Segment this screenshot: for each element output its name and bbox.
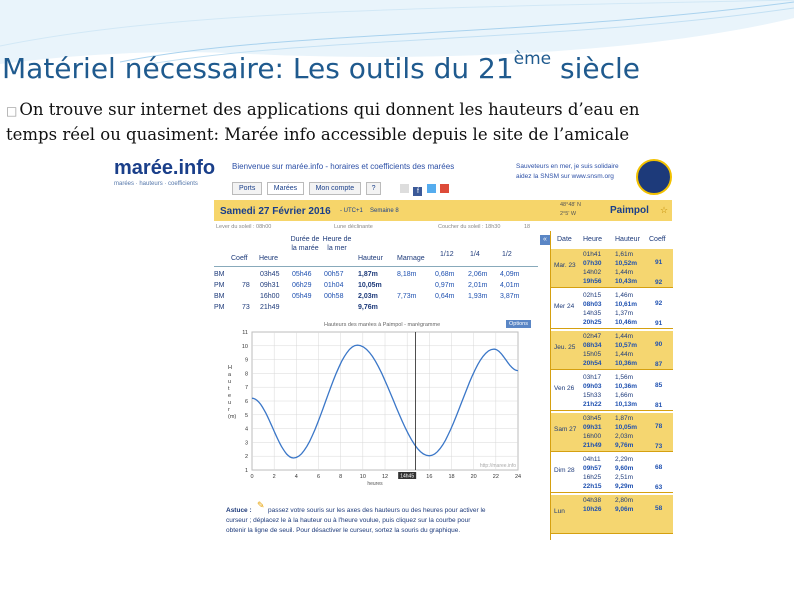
side-day-label: Mar. 23 (554, 262, 576, 269)
side-height: 10,36m (615, 383, 638, 390)
nav-mon-compte[interactable]: Mon compte (309, 182, 362, 195)
x-tick-label: 18 (448, 474, 455, 480)
day-lat: 48°48' N (560, 202, 581, 208)
tide-cell: 4,09m (500, 271, 520, 278)
tide-cell: 00h58 (324, 293, 344, 300)
cursor-time-label: 14h45 (400, 473, 415, 480)
logo-subtitle: marées · hauteurs · coefficients (114, 181, 198, 187)
tide-cell: PM (214, 282, 225, 289)
y-tick-label: 10 (241, 343, 248, 350)
y-tick-label: 8 (244, 371, 248, 378)
tide-cell: 03h45 (260, 271, 280, 278)
facebook-icon[interactable]: f (413, 187, 422, 196)
th-marnage: Marnage (397, 255, 425, 262)
y-tick-label: 5 (244, 412, 248, 419)
side-time: 03h17 (583, 374, 602, 381)
side-time: 02h15 (583, 292, 602, 299)
day-week: Semaine 8 (370, 208, 399, 214)
tide-cell: 0,97m (435, 282, 455, 289)
x-tick-label: 22 (492, 474, 499, 480)
chart-options-button[interactable]: Options (506, 320, 531, 328)
th-coeff: Coeff (231, 255, 248, 262)
side-coeff: 81 (655, 402, 663, 409)
side-header-cell: Heure (583, 236, 603, 243)
side-time: 14h02 (583, 269, 602, 276)
astuce-label: Astuce : (226, 507, 252, 514)
tide-cell: 10,05m (358, 282, 382, 289)
tide-cell: 0,64m (435, 293, 455, 300)
day-date: Samedi 27 Février 2016 (220, 206, 331, 217)
sunrise: Lever du soleil : 08h00 (216, 224, 272, 230)
bullet-paragraph: □ On trouve sur internet des applications qui donnent les hauteurs d’eau en temps réel ou quasiment: Marée info accessible depuis le site de l’amicale (6, 100, 640, 144)
chart-ylabel: H a u t e u r (m) (228, 365, 237, 420)
tide-table (214, 235, 538, 319)
port-name: Paimpol (610, 205, 649, 216)
astuce-line3: obtenir la ligne de seuil. Pour désactiver le curseur, sortez la souris du graphique. (226, 527, 461, 534)
tide-cell: 06h29 (292, 282, 312, 289)
side-time: 01h41 (583, 251, 602, 258)
side-height: 1,61m (615, 251, 634, 258)
side-coeff: 87 (655, 361, 663, 368)
day-timezone: - UTC+1 (340, 208, 363, 214)
x-tick-label: 24 (514, 474, 522, 480)
y-tick-label: 7 (244, 385, 248, 392)
astuce-line1: passez votre souris sur les axes des hauteurs ou des heures pour activer le (268, 507, 486, 514)
sunset: Coucher du soleil : 18h30 (438, 224, 501, 230)
y-tick-label: 9 (244, 357, 248, 364)
side-coeff: 90 (655, 341, 663, 348)
side-time: 20h54 (583, 360, 602, 367)
tide-cell: 8,18m (397, 271, 417, 278)
side-collapse-button[interactable]: « (540, 235, 550, 245)
twitter-icon[interactable] (427, 184, 436, 193)
side-height: 1,44m (615, 269, 634, 276)
chart-title: Hauteurs des marées à Paimpol - marégramme (324, 322, 441, 328)
y-tick-label: 11 (242, 330, 248, 336)
side-time: 08h03 (583, 301, 602, 308)
side-height: 1,44m (615, 351, 634, 358)
side-height: 10,57m (615, 342, 638, 349)
th-1-2: 1/2 (502, 251, 512, 258)
tide-cell: 1,93m (468, 293, 488, 300)
y-tick-label: 3 (244, 440, 248, 447)
side-day-label: Lun (554, 508, 565, 515)
side-time: 09h03 (583, 383, 602, 390)
side-height: 10,43m (615, 278, 638, 285)
side-height: 9,60m (615, 465, 634, 472)
side-time: 20h25 (583, 319, 602, 326)
website-screenshot (108, 155, 676, 540)
tide-cell: 1,87m (358, 271, 378, 278)
side-day-label: Ven 26 (554, 385, 575, 392)
tide-cell: 2,03m (358, 293, 378, 300)
side-coeff: 85 (655, 382, 663, 389)
x-tick-label: 10 (359, 474, 366, 480)
x-tick-label: 8 (339, 474, 343, 480)
th-1-4: 1/4 (470, 251, 480, 258)
side-time: 10h26 (583, 506, 602, 513)
side-time: 07h30 (583, 260, 602, 267)
tide-cell: 21h49 (260, 304, 280, 311)
x-tick-label: 12 (381, 474, 389, 480)
tide-cell: 05h49 (292, 293, 312, 300)
side-table (550, 231, 672, 540)
side-height: 10,61m (615, 301, 638, 308)
side-time: 08h34 (583, 342, 602, 349)
rescue-line1: Sauveteurs en mer, je suis solidaire (516, 163, 619, 170)
side-time: 09h31 (583, 424, 602, 431)
x-tick-label: 0 (250, 474, 254, 480)
moon: Lune déclinante (334, 224, 373, 230)
x-tick-label: 6 (316, 474, 321, 480)
y-tick-label: 1 (244, 468, 248, 474)
snsm-logo-icon[interactable] (636, 159, 672, 195)
side-coeff: 78 (655, 423, 663, 430)
tide-cell: 4,01m (500, 282, 520, 289)
x-tick-label: 4 (294, 474, 298, 480)
y-tick-label: 6 (244, 399, 248, 405)
tide-cell: 16h00 (260, 293, 280, 300)
tide-cell: BM (214, 293, 225, 300)
nav-marees[interactable]: Marées (267, 182, 304, 195)
side-height: 2,51m (615, 474, 634, 481)
side-height: 2,29m (615, 456, 634, 463)
tide-cell: 9,76m (358, 304, 378, 311)
side-coeff: 73 (655, 443, 663, 450)
side-time: 04h38 (583, 497, 602, 504)
tide-cell: 2,01m (468, 282, 488, 289)
side-time: 22h15 (583, 483, 602, 490)
side-height: 1,56m (615, 374, 634, 381)
side-height: 1,44m (615, 333, 634, 340)
rescue-line2[interactable]: aidez la SNSM sur www.snsm.org (516, 173, 614, 180)
side-header-cell: Coeff (649, 236, 666, 243)
tide-cell: 05h46 (292, 271, 312, 278)
side-coeff: 92 (655, 279, 663, 286)
tide-cell: 01h04 (324, 282, 344, 289)
x-tick-label: 2 (272, 474, 276, 480)
side-coeff: 91 (655, 259, 663, 266)
side-height: 10,52m (615, 260, 638, 267)
chart-panel (228, 320, 536, 488)
site-logo[interactable]: marée.info (114, 157, 216, 179)
th-hauteur: Hauteur (358, 255, 383, 262)
x-axis-label: heures (367, 481, 383, 487)
bullet-icon: □ (6, 104, 18, 118)
side-time: 21h49 (583, 442, 602, 449)
side-time: 15h33 (583, 392, 602, 399)
tide-cell: 09h31 (260, 282, 280, 289)
astuce-line2: curseur ; déplacez le à la hauteur ou à l'heure voulue, puis cliquez sur la courbe pour (226, 517, 471, 524)
th-duree: Durée de la marée (290, 236, 320, 252)
side-height: 10,05m (615, 424, 638, 431)
side-time: 16h25 (583, 474, 602, 481)
tide-cell: BM (214, 271, 225, 278)
side-height: 1,37m (615, 310, 634, 317)
star-icon[interactable]: ☆ (660, 205, 669, 215)
side-height: 10,36m (615, 360, 638, 367)
side-day-label: Jeu. 25 (554, 344, 576, 351)
side-height: 9,76m (615, 442, 634, 449)
side-coeff: 58 (655, 505, 663, 512)
side-day-label: Mer 24 (554, 303, 575, 310)
side-height: 9,29m (615, 483, 634, 490)
side-time: 21h22 (583, 401, 602, 408)
side-height: 2,80m (615, 497, 634, 504)
day-lon: 2°5' W (560, 211, 577, 217)
side-height: 10,46m (615, 319, 638, 326)
side-header-cell: Hauteur (615, 236, 640, 243)
tide-cell: 3,87m (500, 293, 520, 300)
tide-cell: 0,68m (435, 271, 455, 278)
tide-cell: 00h57 (324, 271, 344, 278)
tide-chart[interactable] (228, 320, 536, 488)
tide-cell: 2,06m (468, 271, 488, 278)
tide-cell: PM (214, 304, 225, 311)
side-time: 04h11 (583, 456, 601, 463)
th-heure: Heure (259, 255, 279, 262)
y-tick-label: 4 (244, 426, 248, 433)
table-divider (214, 266, 538, 267)
side-coeff: 92 (655, 300, 663, 307)
side-time: 15h05 (583, 351, 602, 358)
side-height: 10,13m (615, 401, 638, 408)
page-number: 18 (524, 224, 531, 230)
chart-watermark: http://maree.info (479, 463, 516, 469)
side-time: 03h45 (583, 415, 602, 422)
side-height: 9,06m (615, 506, 634, 513)
side-time: 14h35 (583, 310, 602, 317)
side-height: 1,66m (615, 392, 634, 399)
nav-ports[interactable]: Ports (232, 182, 262, 195)
side-header-cell: Date (557, 236, 572, 243)
side-height: 2,03m (615, 433, 634, 440)
side-time: 19h56 (583, 278, 602, 285)
side-coeff: 91 (655, 320, 663, 327)
side-height: 1,46m (615, 292, 634, 299)
welcome-text: Bienvenue sur marée.info - horaires et coefficients des marées (232, 162, 455, 171)
side-time: 09h57 (583, 465, 602, 472)
side-time: 02h47 (583, 333, 602, 340)
x-tick-label: 20 (470, 474, 477, 480)
tide-cell: 7,73m (397, 293, 417, 300)
th-heure-mer: Heure de la mer (322, 236, 352, 252)
th-1-12: 1/12 (440, 251, 454, 258)
side-time: 16h00 (583, 433, 602, 440)
side-height: 1,87m (615, 415, 634, 422)
tide-cell: 73 (242, 304, 250, 311)
side-day-label: Dim 28 (554, 467, 575, 474)
slide-title: Matériel nécessaire: Les outils du 21ème siècle (2, 49, 641, 85)
side-day-label: Sam 27 (554, 426, 577, 433)
side-coeff: 68 (655, 464, 663, 471)
astuce-icon: ✎ (257, 500, 265, 510)
nav-help[interactable]: ? (366, 182, 382, 195)
x-tick-label: 16 (426, 474, 433, 480)
tide-cell: 78 (242, 282, 250, 289)
y-tick-label: 2 (244, 454, 248, 461)
side-coeff: 63 (655, 484, 663, 491)
share-icon[interactable] (400, 184, 409, 193)
google-icon[interactable] (440, 184, 449, 193)
